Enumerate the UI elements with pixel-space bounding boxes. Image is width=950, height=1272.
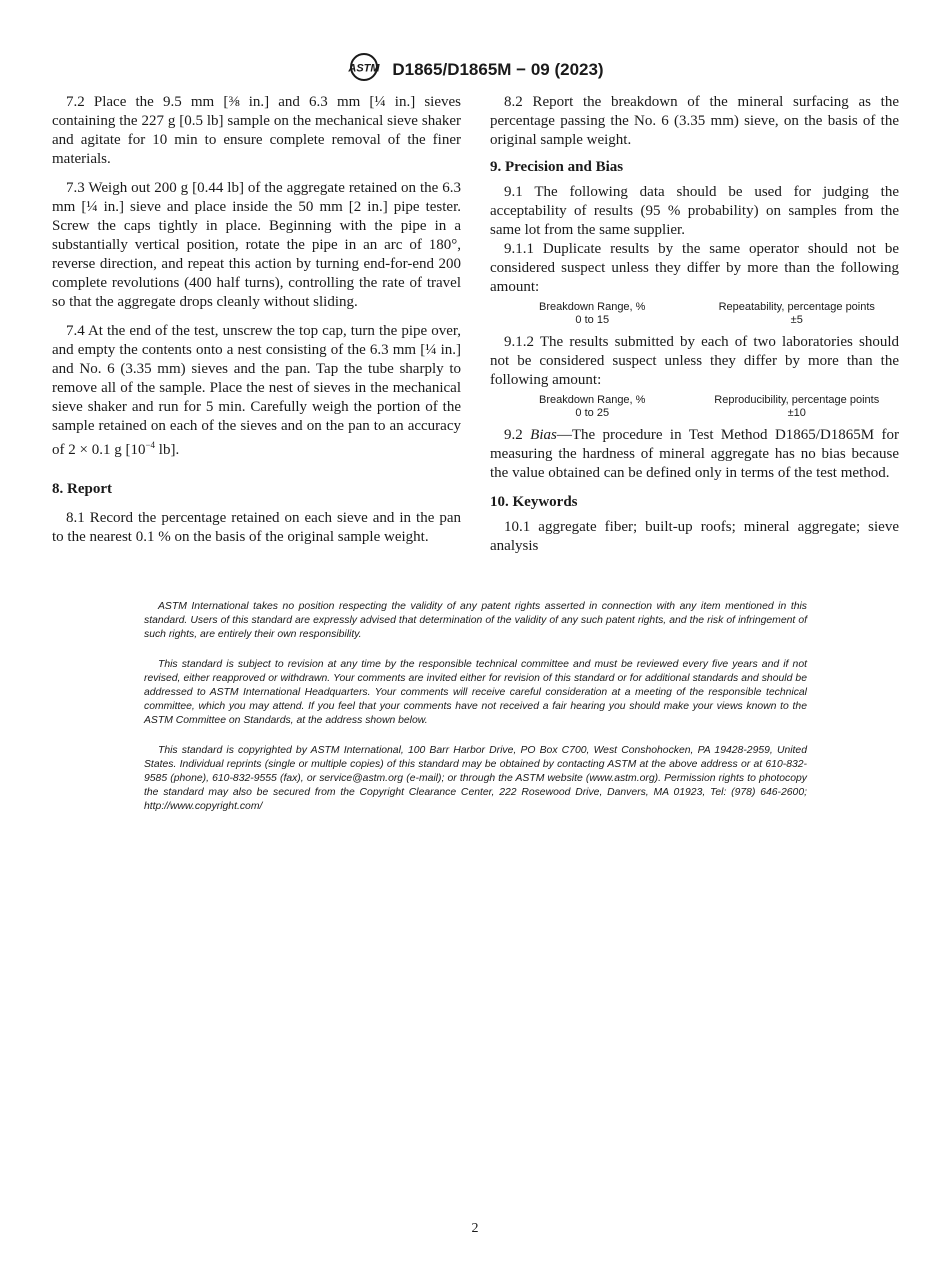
table-header: Repeatability, percentage points: [718, 301, 875, 313]
right-column: [490, 93, 899, 556]
page-number: 2: [471, 1221, 479, 1236]
section-9-heading: 9. Precision and Bias: [490, 159, 624, 175]
paragraph-9-1-1: 9.1.1 Duplicate results by the same operator should not be considered suspect unless they differ by more than the following amount:: [490, 241, 899, 295]
paragraph-7-4: 7.4 At the end of the test, unscrew the top cap, turn the pipe over, and empty the contents onto a nest consisting of the 6.3 mm [¼ in.] and No. 6 (3.35 mm) sieves and the pan. Tap the tube sharply to remove all of the sample. Place the nest of sieves in the mechanical sieve shaker and run for 5 min. Carefully weigh the portion of the sample retained on each of the sieves and on the pan to an accuracy of 2 × 0.1 g [$10^{-4}$ lb].: [52, 323, 461, 458]
revision-notice: This standard is subject to revision at any time by the responsible technical committee and must be reviewed every five years and if not revised, either reapproved or withdrawn. Your comments are invited either for revision of this standard or for additional standards and should be addressed to ASTM International Headquarters. Your comments will receive careful consideration at a meeting of the responsible technical committee, which you may attend. If you feel that your comments have not received a fair hearing you should make your views known to the ASTM Committee on Standards, at the address shown below.: [144, 659, 807, 726]
astm-logo-icon: [346, 52, 382, 87]
standard-designation: D1865/D1865M − 09 (2023): [392, 59, 604, 79]
table-cell: ±10: [787, 407, 806, 419]
patent-notice: ASTM International takes no position respecting the validity of any patent rights asserted in connection with any item mentioned in this standard. Users of this standard are expressly advised that determination of the validity of any such patent rights, and the risk of infringement of such rights, are entirely their own responsibility.: [144, 601, 807, 640]
section-10-heading: 10. Keywords: [490, 494, 578, 510]
left-column: [52, 93, 461, 547]
svg-text:ASTM: ASTM: [348, 62, 380, 75]
table-cell: 0 to 15: [575, 314, 610, 326]
paragraph-8-2: 8.2 Report the breakdown of the mineral surfacing as the percentage passing the No. 6 (3.35 mm) sieve, on the basis of the original sample weight.: [490, 94, 899, 148]
paragraph-7-3: 7.3 Weigh out 200 g [0.44 lb] of the aggregate retained on the 6.3 mm [¼ in.] sieve and place inside the 50 mm [2 in.] pipe tester. Screw the caps tightly in place. Beginning with the pipe in a substantially vertical position, rotate the pipe in an arc of 180°, reverse direction, and repeat this action by turning end-for-end 200 complete revolutions (400 half turns), controlling the rate of travel so that the aggregate drops cleanly without sliding.: [52, 180, 461, 310]
paragraph-9-1-2: 9.1.2 The results submitted by each of two laboratories should not be considered suspect unless they differ by more than the following amount:: [490, 334, 899, 388]
paragraph-8-1: 8.1 Record the percentage retained on each sieve and in the pan to the nearest 0.1 % on the basis of the original sample weight.: [52, 510, 461, 545]
table-cell: ±5: [790, 314, 803, 326]
section-8-heading: 8. Report: [52, 481, 112, 497]
repeatability-table: [490, 301, 899, 327]
reproducibility-table: [490, 394, 899, 420]
paragraph-10-1: 10.1 aggregate fiber; built-up roofs; mineral aggregate; sieve analysis: [490, 519, 899, 554]
paragraph-7-2: 7.2 Place the 9.5 mm [⅜ in.] and 6.3 mm [¼ in.] sieves containing the 227 g [0.5 lb] sample on the mechanical sieve shaker and agitate for 10 min to ensure complete removal of the finer materials.: [52, 94, 461, 167]
table-header: Breakdown Range, %: [539, 394, 646, 406]
paragraph-9-1: 9.1 The following data should be used for judging the acceptability of results (95 % probability) on samples from the same lot from the same supplier.: [490, 184, 899, 238]
page-header: [0, 52, 950, 87]
table-cell: 0 to 25: [575, 407, 610, 419]
table-header: Breakdown Range, %: [539, 301, 646, 313]
copyright-notice: This standard is copyrighted by ASTM International, 100 Barr Harbor Drive, PO Box C700, West Conshohocken, PA 19428-2959, United States. Individual reprints (single or multiple copies) of this standard may be obtained by contacting ASTM at the above address or at 610-832-9585 (phone), 610-832-9555 (fax), or service@astm.org (e-mail); or through the ASTM website (www.astm.org). Permission rights to photocopy the standard may also be secured from the Copyright Clearance Center, 222 Rosewood Drive, Danvers, MA 01923, Tel: (978) 646-2600; http://www.copyright.com/: [144, 745, 807, 812]
legal-notices: [144, 600, 807, 830]
table-header: Reproducibility, percentage points: [714, 394, 880, 406]
paragraph-9-2: 9.2 Bias—The procedure in Test Method D1865/D1865M for measuring the hardness of mineral aggregate has no bias because the value obtained can be defined only in terms of the test method.: [490, 427, 900, 481]
